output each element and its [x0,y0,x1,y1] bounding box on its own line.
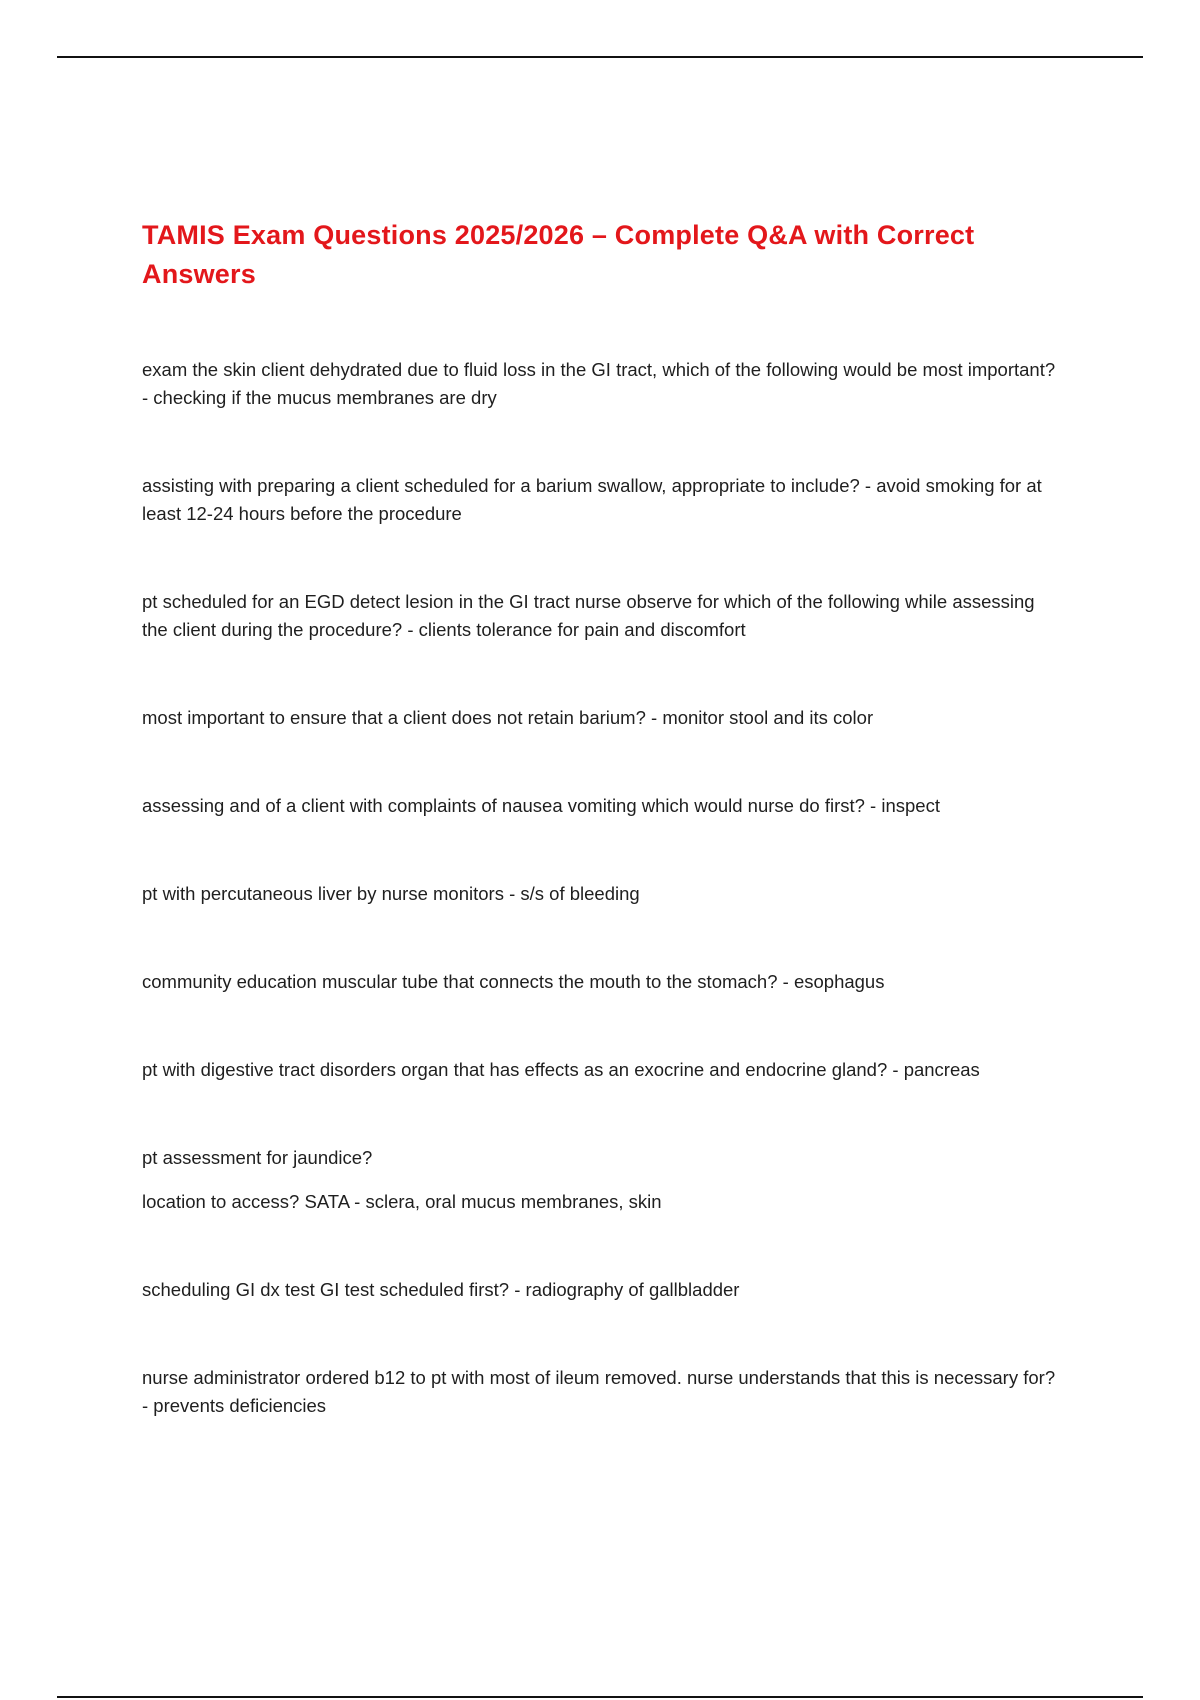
qa-item [142,1276,1062,1304]
qa-text: pt with percutaneous liver by nurse monitors - s/s of bleeding [142,883,640,904]
bottom-rule [57,1696,1143,1698]
qa-item [142,356,1062,412]
qa-item [142,588,1062,644]
top-rule [57,56,1143,58]
qa-item [142,704,1062,732]
qa-item [142,1364,1062,1420]
qa-text: exam the skin client dehydrated due to fluid loss in the GI tract, which of the following would be most important? - checking if the mucus membranes are dry [142,359,1056,408]
qa-text: nurse administrator ordered b12 to pt with most of ileum removed. nurse understands that this is necessary for? - prevents deficiencies [142,1367,1056,1416]
qa-text: scheduling GI dx test GI test scheduled first? - radiography of gallbladder [142,1279,740,1300]
qa-item [142,472,1062,528]
qa-item [142,1144,1062,1216]
qa-item [142,880,1062,908]
qa-text: community education muscular tube that connects the mouth to the stomach? - esophagus [142,971,885,992]
qa-text: location to access? SATA - sclera, oral mucus membranes, skin [142,1191,662,1212]
document-title: TAMIS Exam Questions 2025/2026 – Complete Q&A with Correct Answers [142,220,975,289]
qa-text: pt scheduled for an EGD detect lesion in the GI tract nurse observe for which of the following while assessing the client during the procedure? - clients tolerance for pain and discomfort [142,591,1035,640]
qa-text: assessing and of a client with complaints of nausea vomiting which would nurse do first? - inspect [142,795,940,816]
document-body [142,216,1062,1480]
qa-text: pt with digestive tract disorders organ that has effects as an exocrine and endocrine gland? - pancreas [142,1059,980,1080]
qa-item [142,968,1062,996]
qa-item [142,1056,1062,1084]
qa-list [142,356,1062,1420]
qa-text: most important to ensure that a client does not retain barium? - monitor stool and its color [142,707,874,728]
qa-question-text: pt assessment for jaundice? [142,1147,373,1168]
qa-item [142,792,1062,820]
qa-text: assisting with preparing a client scheduled for a barium swallow, appropriate to include? - avoid smoking for at least 12-24 hours before the procedure [142,475,1042,524]
